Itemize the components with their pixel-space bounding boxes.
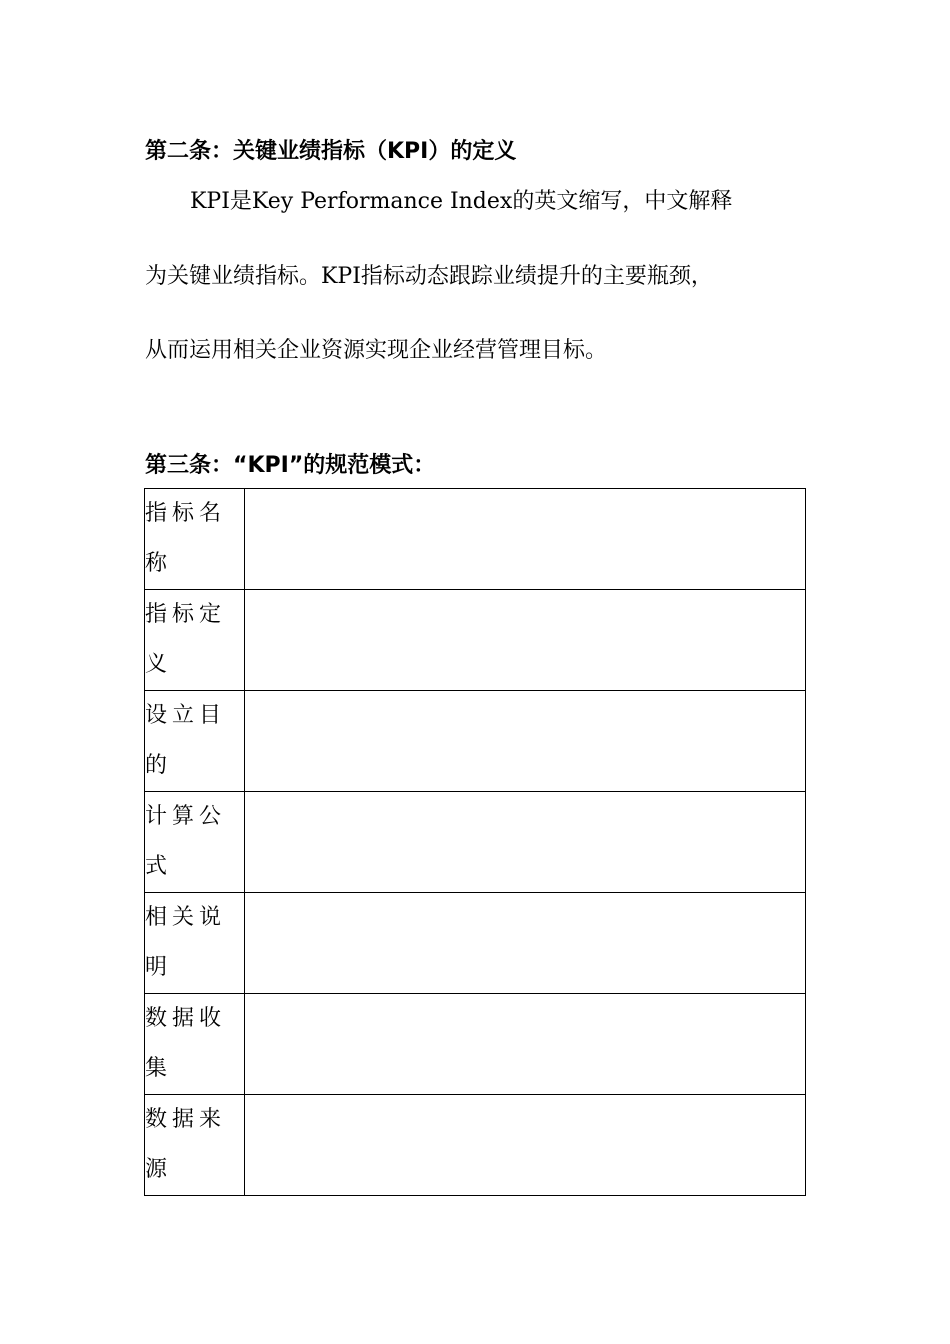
article-2-heading: 第二条：关键业绩指标（KPI）的定义	[145, 139, 517, 164]
row-label: 相关说明	[145, 893, 245, 994]
table-row	[145, 893, 806, 994]
row-label: 计算公式	[145, 792, 245, 893]
paragraph-line: KPI是Key Performance Index的英文缩写，中文解释	[190, 189, 733, 214]
table-row	[145, 792, 806, 893]
table-row	[145, 994, 806, 1095]
row-value-cell	[245, 590, 806, 691]
row-value-cell	[245, 893, 806, 994]
table-row	[145, 489, 806, 590]
table-row	[145, 691, 806, 792]
table-row	[145, 590, 806, 691]
table-row	[145, 1095, 806, 1196]
row-value-cell	[245, 1095, 806, 1196]
row-value-cell	[245, 691, 806, 792]
row-label: 指标定义	[145, 590, 245, 691]
row-value-cell	[245, 994, 806, 1095]
row-label: 数据收集	[145, 994, 245, 1095]
row-label: 指标名称	[145, 489, 245, 590]
row-value-cell	[245, 489, 806, 590]
row-label: 数据来源	[145, 1095, 245, 1196]
kpi-template-table	[144, 488, 806, 1196]
paragraph-line: 从而运用相关企业资源实现企业经营管理目标。	[145, 338, 608, 363]
article-3-heading: 第三条：“KPI”的规范模式：	[145, 453, 436, 478]
paragraph-line: 为关键业绩指标。KPI指标动态跟踪业绩提升的主要瓶颈，	[145, 264, 713, 289]
row-value-cell	[245, 792, 806, 893]
row-label: 设立目的	[145, 691, 245, 792]
